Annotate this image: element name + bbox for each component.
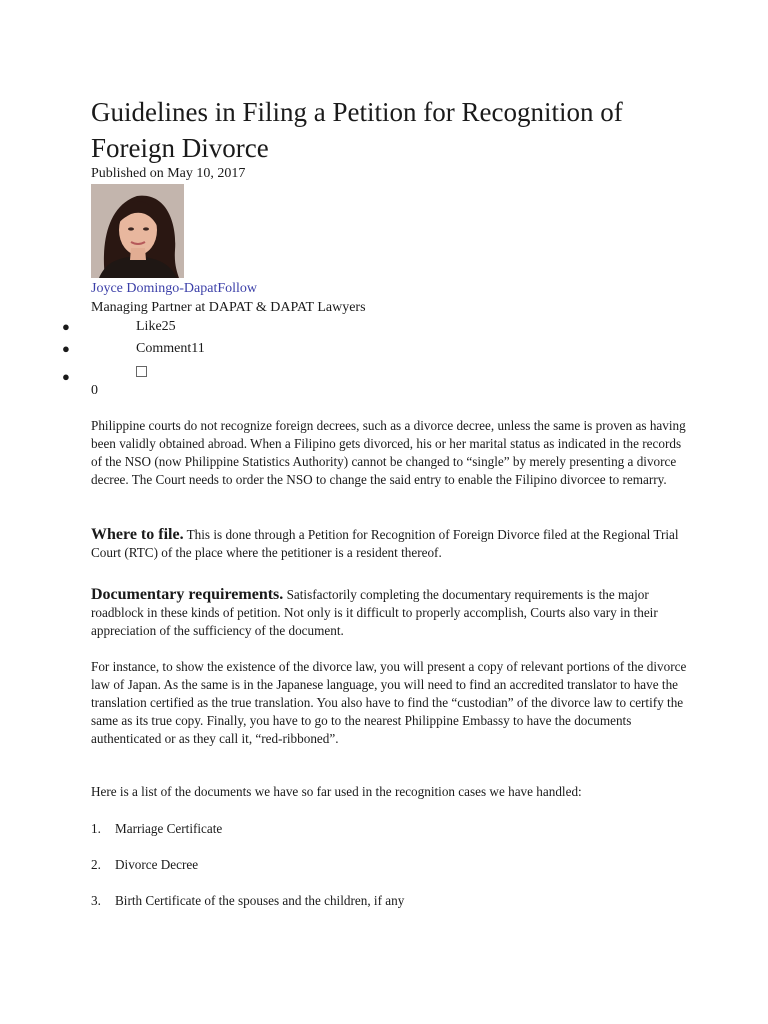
paragraph-where-to-file xyxy=(91,526,691,562)
list-number: 1. xyxy=(91,821,101,836)
list-text: Birth Certificate of the spouses and the children, if any xyxy=(115,893,405,908)
like-count: 25 xyxy=(161,319,176,334)
like-button[interactable] xyxy=(136,317,176,337)
list-number: 2. xyxy=(91,857,101,872)
documentary-requirements-heading: Documentary requirements. xyxy=(91,586,284,603)
comment-label: Comment xyxy=(136,341,192,356)
list-text: Divorce Decree xyxy=(115,857,199,872)
author-avatar[interactable] xyxy=(91,184,184,278)
share-button[interactable] xyxy=(136,363,147,383)
list-text: Marriage Certificate xyxy=(115,821,223,836)
paragraph-example: For instance, to show the existence of the divorce law, you will present a copy of relevant portions of the divorce law of Japan. As the same is in the Japanese language, you will need to find an accredited translator to have the translation certified as the true translation. You also have to find the “custodian” of the divorce law to certify the same as its true copy. Finally, you have to go to the nearest Philippine Embassy to have the documents authenticated or as they call it, “red-ribboned”. xyxy=(91,659,687,746)
share-count: 0 xyxy=(91,383,98,398)
documentary-requirements-text: Satisfactorily completing the documentary requirements is the major roadblock in these kinds of petition. Not only is it difficult to properly accomplish, Courts also vary in their appreciation of the sufficiency of the document. xyxy=(91,587,658,638)
author-name[interactable]: Joyce Domingo-Dapat xyxy=(91,281,218,296)
paragraph-documentary-requirements xyxy=(91,586,691,640)
list-item xyxy=(91,856,198,874)
publish-date: Published on May 10, 2017 xyxy=(91,166,246,181)
list-item xyxy=(91,892,404,910)
paragraph-intro: Philippine courts do not recognize foreign decrees, such as a divorce decree, unless the same is proven as having been validly obtained abroad. When a Filipino gets divorced, his or her marital status as indicated in the records of the NSO (now Philippine Statistics Authority) cannot be changed to “single” by merely presenting a divorce decree. The Court needs to order the NSO to change the said entry to enable the Filipino divorcee to remarry. xyxy=(91,418,686,487)
list-number: 3. xyxy=(91,893,101,908)
like-label: Like xyxy=(136,319,162,334)
bullet-icon: ● xyxy=(62,341,70,356)
comment-count: 11 xyxy=(191,341,205,356)
article-title: Guidelines in Filing a Petition for Recognition of Foreign Divorce xyxy=(91,97,623,163)
where-to-file-heading: Where to file. xyxy=(91,526,184,543)
author-role: Managing Partner at DAPAT & DAPAT Lawyers xyxy=(91,300,366,315)
follow-button[interactable]: Follow xyxy=(217,281,258,296)
author-link[interactable] xyxy=(91,280,257,298)
author-photo xyxy=(91,184,184,278)
bullet-icon: ● xyxy=(62,369,70,384)
paragraph-list-intro: Here is a list of the documents we have so far used in the recognition cases we have handled: xyxy=(91,784,582,799)
comment-button[interactable] xyxy=(136,339,205,359)
where-to-file-text: This is done through a Petition for Recognition of Foreign Divorce filed at the Regional Trial Court (RTC) of the place where the petitioner is a resident thereof. xyxy=(91,527,679,560)
list-item xyxy=(91,820,222,838)
checkbox-icon[interactable] xyxy=(136,366,147,377)
bullet-icon: ● xyxy=(62,319,70,334)
